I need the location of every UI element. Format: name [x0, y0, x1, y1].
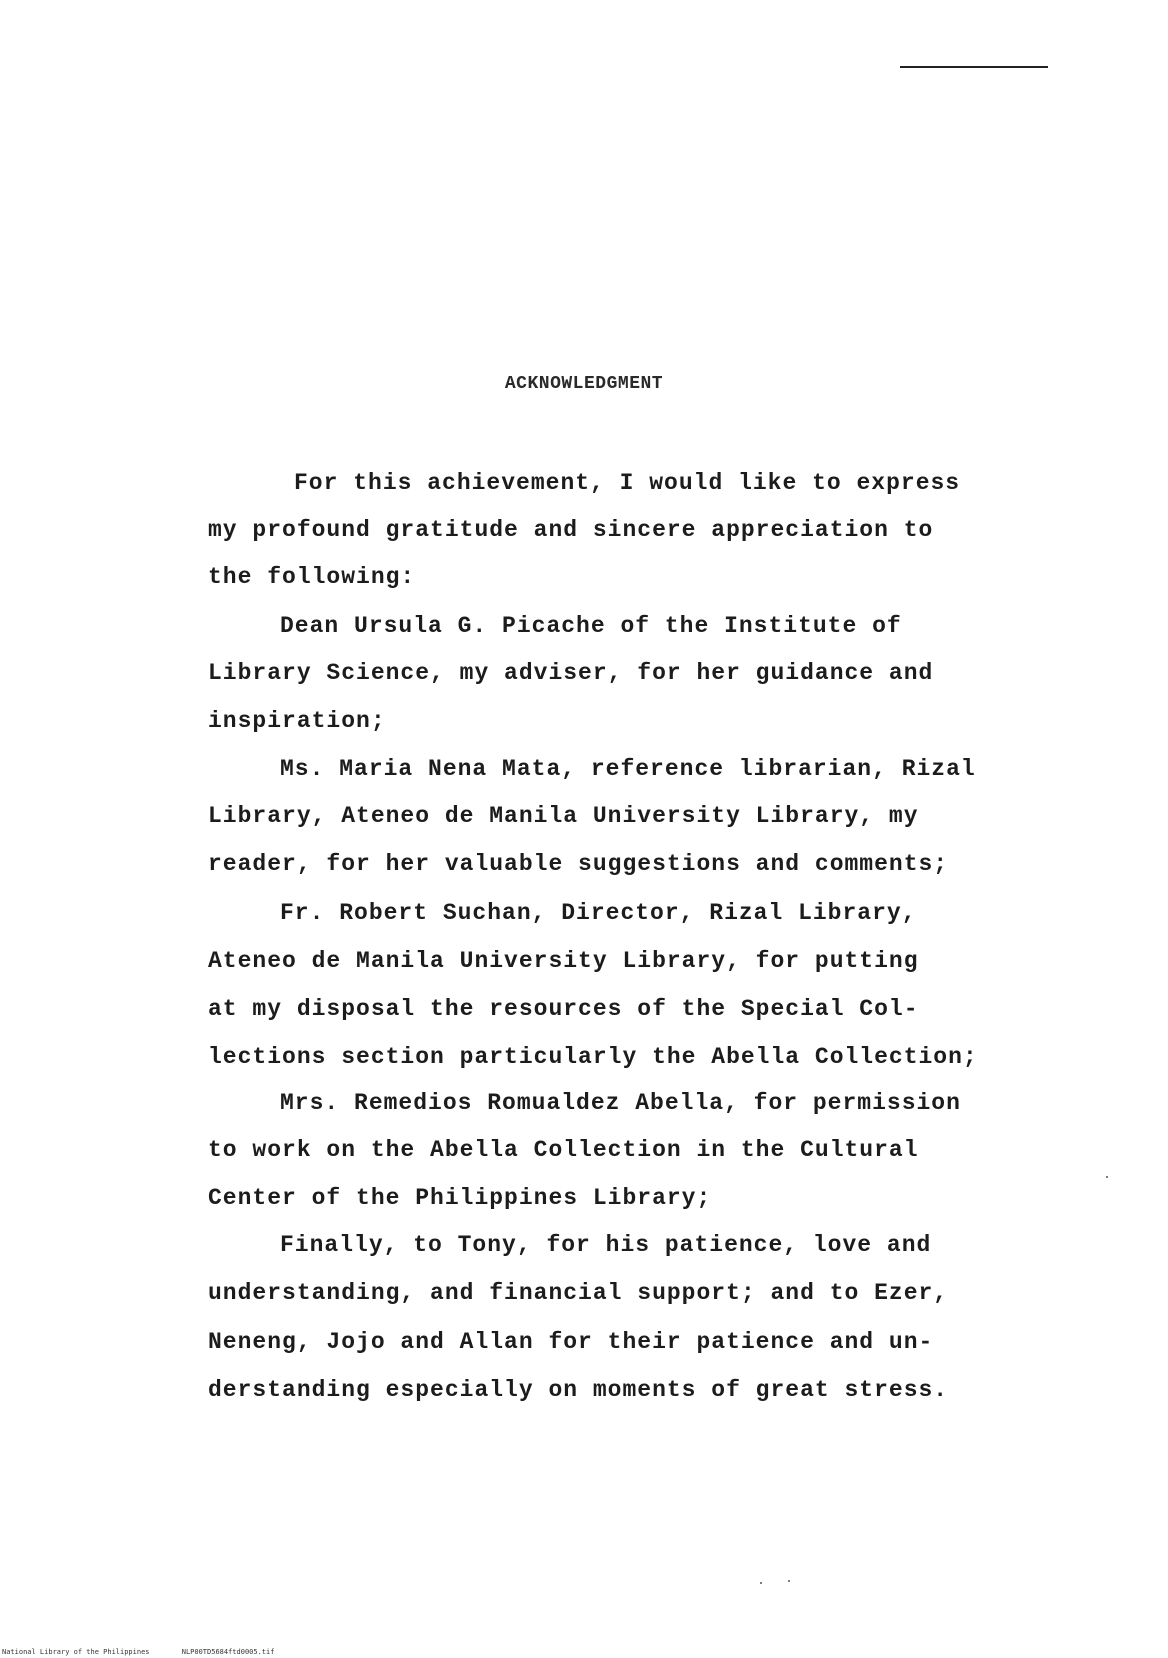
text-line: to work on the Abella Collection in the Cultural — [208, 1137, 919, 1163]
text-line: Ateneo de Manila University Library, for putting — [208, 948, 919, 974]
text-line: For this achievement, I would like to express — [294, 470, 961, 496]
text-line: Dean Ursula G. Picache of the Institute of — [280, 613, 902, 639]
scan-speck — [1106, 1176, 1108, 1178]
text-line: reader, for her valuable suggestions and comments; — [208, 851, 949, 877]
scan-footer — [2, 1648, 302, 1656]
text-line: Center of the Philippines Library; — [208, 1185, 712, 1211]
text-line: derstanding especially on moments of great stress. — [208, 1377, 949, 1403]
text-line: Finally, to Tony, for his patience, love and — [280, 1232, 932, 1258]
footer-file-id: NLP00TD5684ftd0005.tif — [181, 1648, 275, 1656]
text-line: lections section particularly the Abella Collection; — [208, 1044, 978, 1070]
scan-speck — [760, 1582, 762, 1584]
footer-source: National Library of the Philippines — [2, 1648, 150, 1656]
text-line: Library, Ateneo de Manila University Library, my — [208, 803, 919, 829]
text-line: inspiration; — [208, 708, 386, 734]
text-line: Library Science, my adviser, for her guidance and — [208, 660, 934, 686]
text-line: my profound gratitude and sincere appreciation to — [208, 517, 934, 543]
text-line: Mrs. Remedios Romualdez Abella, for permission — [280, 1090, 961, 1116]
document-title: ACKNOWLEDGMENT — [504, 374, 664, 394]
text-line: Ms. Maria Nena Mata, reference librarian, Rizal — [280, 756, 976, 782]
text-line: at my disposal the resources of the Special Col- — [208, 996, 919, 1022]
text-line: Fr. Robert Suchan, Director, Rizal Library, — [280, 900, 917, 926]
scan-speck — [788, 1580, 790, 1582]
text-line: the following: — [208, 564, 416, 590]
top-rule — [900, 66, 1048, 68]
text-line: understanding, and financial support; and to Ezer, — [208, 1280, 949, 1306]
text-line: Neneng, Jojo and Allan for their patience and un- — [208, 1329, 934, 1355]
